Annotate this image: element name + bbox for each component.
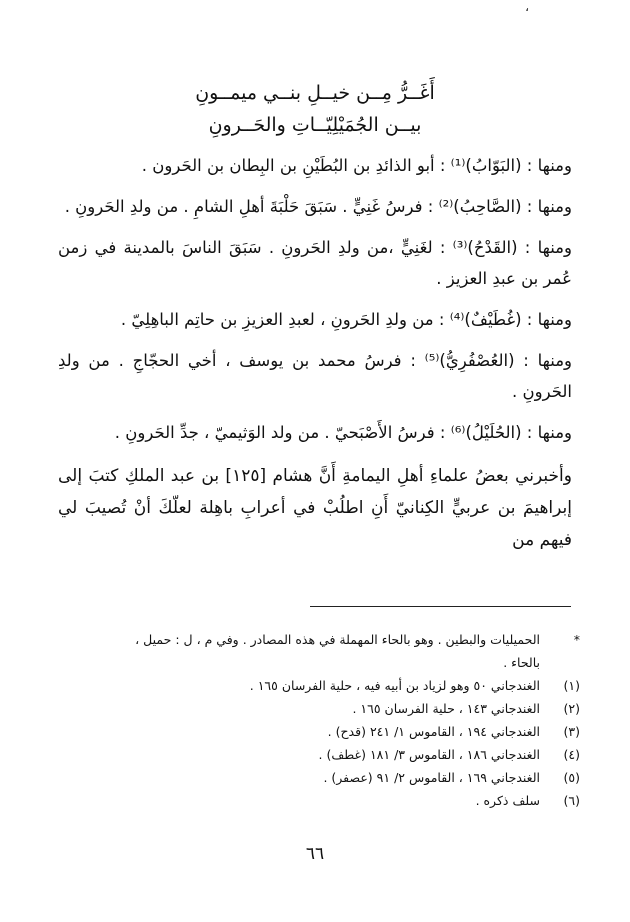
footnote [130, 766, 580, 789]
footnote-text: الغندجاني ١٨٦ ، القاموس ٣/ ١٨١ (غطف) . [318, 747, 540, 762]
footnote-mark: (٣) [563, 724, 580, 739]
footnote-mark: (١) [563, 678, 580, 693]
footnote-mark: (٥) [563, 770, 580, 785]
footnote [130, 743, 580, 766]
footnote-mark: * [573, 632, 580, 647]
paragraph-ghutayf: ومنها : (غُطَيْفٌ)⁽⁴⁾ : من ولدِ الحَرونِ ، لعبدِ العزيزِ بن حاتِم الباهِلِيّ . [120, 310, 572, 329]
footnote-text: الغندجاني ١٩٤ ، القاموس ١/ ٢٤١ (قدح) . [327, 724, 540, 739]
footnote-text: الغندجاني ٥٠ وهو لزياد بن أبيه فيه ، حلية الفرسان ١٦٥ . [249, 678, 540, 693]
footnote-text: الحميليات والبطين . وهو بالحاء المهملة في هذه المصادر . وفي م ، ل : حميل ، بالحاء . [135, 632, 540, 670]
main-text [58, 150, 572, 556]
verse-line-2: بيــن الجُمَيْلِيّــاتِ والحَــرونِ [208, 114, 422, 136]
paragraph-usfuri: ومنها : (العُصْفُرِيُّ)⁽⁵⁾ : فرسُ محمد بن يوسف ، أخي الحجّاجِ . من ولدِ الحَرونِ . [58, 351, 572, 401]
paragraph-qadh: ومنها : (القَدْحُ)⁽³⁾ : لغَنِيٍّ ،من ولدِ الحَرونِ . سَبَقَ الناسَ بالمدينة في زمن عُمر بن عبدِ العزيز . [58, 238, 572, 288]
paragraph-sahib: ومنها : (الصَّاحِبُ)⁽²⁾ : فرسُ غَنِيٍّ . سَبَقَ حَلْبَةَ أهلِ الشامِ . من ولدِ الحَرونِ . [64, 197, 572, 216]
footnote-mark: (٢) [563, 701, 580, 716]
footnote-text: سلف ذكره . [475, 793, 540, 808]
paragraph-bawwab: ومنها : (البَوّابُ)⁽¹⁾ : أبو الذائدِ بن البُطَيْنِ بن البِطان بن الحَرون . [141, 156, 572, 175]
footnote-mark: (٤) [563, 747, 580, 762]
verse-line-1: أَغَــرُّ مِــن خيــلِ بنــي ميمــونِ [195, 82, 435, 104]
footnote [130, 697, 580, 720]
footnote [130, 789, 580, 812]
footnote-mark: (٦) [563, 793, 580, 808]
corner-mark: ، [525, 0, 529, 14]
footnote-separator [310, 606, 571, 607]
paragraph-hulayl: ومنها : (الحُلَيْلُ)⁽⁶⁾ : فرسُ الأَصْبَحيّ . من ولد الوَثيميّ ، جدِّ الحَرونِ . [114, 423, 572, 442]
footnote-text: الغندجاني ١٤٣ ، حلية الفرسان ١٦٥ . [352, 701, 540, 716]
footnotes [130, 628, 580, 812]
page-number: ٦٦ [305, 844, 325, 864]
footnote [130, 628, 580, 674]
footnote [130, 674, 580, 697]
footnote-text: الغندجاني ١٦٩ ، القاموس ٢/ ٩١ (عصفر) . [323, 770, 540, 785]
footnote [130, 720, 580, 743]
paragraph-hisham-letter: وأخبرني بعضُ علماءِ أهلِ اليمامةِ أَنَّ هشام [١٢٥] بن عبد الملكِ كتبَ إلى إبراهيمَ بن عربيٍّ الكِنانيّ أَنِ اطلُبْ في أعرابِ باهِلة لعلّكَ أنْ تُصيبَ لي فيهم من [58, 466, 572, 550]
